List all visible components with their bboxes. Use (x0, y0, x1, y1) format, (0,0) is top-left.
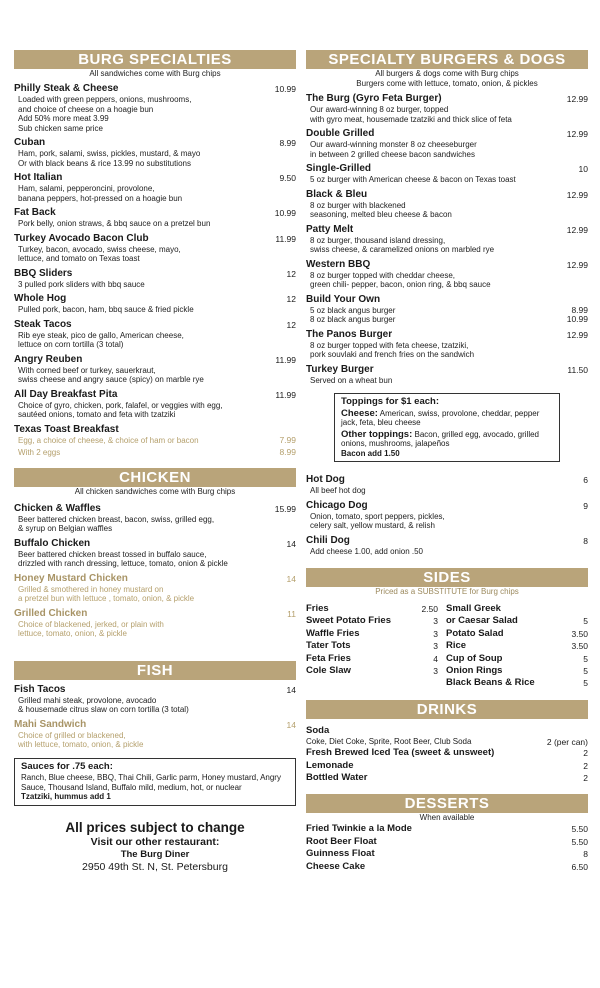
drink-soda-desc (306, 737, 588, 747)
item-desc-line: Loaded with green peppers, onions, mushrooms, (18, 95, 192, 104)
sides-header: SIDES (306, 568, 588, 587)
item-price: 10.99 (274, 84, 296, 94)
toppings-cheese (341, 409, 553, 428)
menu-item-build-your-own (306, 294, 588, 325)
item-name: Fat Back (14, 207, 56, 218)
item-price: 10.99 (274, 208, 296, 218)
menu-item (14, 538, 296, 569)
drink-desc: Coke, Diet Coke, Sprite, Root Beer, Club Soda (306, 737, 472, 747)
item-price: 8.99 (279, 447, 296, 457)
item-price: 12.99 (566, 329, 588, 340)
item-price: 9 (583, 500, 588, 511)
item-desc-line: Beer battered chicken breast tossed in buffalo sauce, (18, 549, 207, 559)
side-name: or Caesar Salad (446, 615, 518, 627)
item-desc-line: and choice of cheese on a hoagie bun (18, 104, 154, 114)
burgers-list-2 (306, 329, 588, 386)
dessert-item (306, 823, 588, 835)
menu-item (14, 608, 296, 639)
sauces-title: Sauces for .75 each: (21, 760, 113, 772)
item-name: Angry Reuben (14, 353, 83, 365)
item-desc-line: banana peppers, hot-pressed on a hoagie bun (18, 193, 183, 203)
item-name: Cuban (14, 137, 46, 148)
side-item-price: 3.50 (571, 628, 588, 639)
toppings-box (334, 393, 560, 462)
drink-item (306, 747, 588, 759)
side-item (446, 653, 588, 665)
item-desc-line: Sub chicken same price (18, 123, 103, 133)
item-price: 12 (286, 294, 296, 304)
item-name: Turkey Avocado Bacon Club (14, 232, 149, 244)
item-price: 11.99 (275, 354, 296, 365)
item-name: Build Your Own (306, 293, 381, 305)
item-price: 14 (286, 538, 296, 549)
item-name: Single-Grilled (306, 163, 372, 174)
drink-item-name: Lemonade (306, 759, 354, 771)
menu-item (14, 83, 296, 133)
menu-item (306, 535, 588, 557)
menu-item (306, 93, 588, 124)
side-item-name: Onion Rings (446, 665, 503, 677)
side-item-price: 5 (583, 653, 588, 664)
dessert-item-price: 8 (583, 849, 588, 860)
side-name: Small Greek (446, 603, 501, 614)
item-desc-line: sautéed onions, tomato and feta with tzatziki (18, 410, 176, 419)
item-desc-line: 8 oz black angus burger (310, 315, 396, 324)
item-name: Grilled Chicken (14, 607, 88, 619)
item-desc (306, 306, 588, 316)
sides-left-column (306, 603, 438, 690)
item-desc-line: Grilled mahi steak, provolone, avocado (18, 695, 157, 705)
desserts-subtitle: When available (419, 813, 475, 823)
item-desc-line: Our award-winning 8 oz burger, topped (310, 105, 449, 114)
item-price: 12.99 (566, 259, 588, 270)
dogs-list (306, 474, 588, 556)
side-item (306, 628, 438, 640)
footer-visit: Visit our other restaurant: (90, 835, 220, 848)
side-item-price: 4 (433, 653, 438, 664)
footer-price-notice: All prices subject to change (65, 819, 245, 835)
footer-address: 2950 49th St. N, St. Petersburg (82, 860, 228, 873)
item-desc-line: lettuce on corn tortilla (3 total) (18, 340, 124, 349)
item-desc-line: Add cheese 1.00, add onion .50 (310, 546, 423, 556)
menu-item (306, 128, 588, 159)
item-name: Patty Melt (306, 223, 354, 235)
menu-item (306, 500, 588, 531)
drink-price: 2 (per can) (546, 737, 588, 748)
drink-soda (306, 725, 588, 737)
side-item (446, 640, 588, 652)
item-desc-line: lettuce, and tomato on Texas toast (18, 254, 140, 263)
item-desc-line: Pork belly, onion straws, & bbq sauce on a pretzel bun (18, 219, 211, 228)
item-name: The Burg (Gyro Feta Burger) (306, 93, 442, 104)
side-item-salad-2 (446, 615, 588, 627)
item-desc-line: Our award-winning monster 8 oz cheeseburger (310, 140, 477, 149)
dessert-item-price: 6.50 (571, 861, 588, 872)
chicken-header: CHICKEN (14, 468, 296, 487)
drink-items (306, 747, 588, 784)
dessert-item-price: 5.50 (571, 824, 588, 835)
side-item-price: 2.50 (421, 604, 438, 614)
side-item-name: Potato Salad (446, 627, 504, 639)
side-item (446, 677, 588, 689)
sauces-text: Ranch, Blue cheese, BBQ, Thai Chili, Garlic parm, Honey mustard, Angry Sauce, Thousand Island, Buffalo mild, medium, hot, or nuclear (21, 773, 281, 792)
item-name: Philly Steak & Cheese (14, 83, 119, 94)
item-name: Mahi Sandwich (14, 718, 87, 730)
dessert-item-price: 5.50 (571, 836, 588, 847)
side-item-price: 3.50 (571, 641, 588, 652)
side-item (446, 628, 588, 640)
item-desc-line: drizzled with ranch dressing, lettuce, tomato, onion & pickle (18, 559, 228, 568)
drink-item (306, 772, 588, 784)
fish-list (14, 684, 296, 750)
item-price: 8 (583, 535, 588, 546)
item-price: 15.99 (274, 503, 296, 514)
item-price: 12 (286, 319, 296, 330)
left-column (14, 50, 296, 874)
item-desc-line: in between 2 grilled cheese bacon sandwiches (310, 149, 475, 159)
item-name: Hot Dog (306, 474, 345, 485)
side-item-name: Fries (306, 603, 329, 614)
dessert-item (306, 836, 588, 848)
side-item (306, 665, 438, 677)
dessert-item (306, 861, 588, 873)
desserts-header: DESSERTS (306, 794, 588, 813)
menu-item (14, 137, 296, 168)
item-name: Honey Mustard Chicken (14, 572, 128, 584)
menu-item (14, 719, 296, 750)
dessert-item (306, 848, 588, 860)
side-item-price: 3 (433, 641, 438, 652)
side-item-name: Rice (446, 640, 467, 652)
sides-table (306, 603, 588, 690)
item-price: 11.50 (567, 364, 588, 375)
menu-item (14, 503, 296, 534)
item-desc-line: Add 50% more meat 3.99 (18, 114, 109, 123)
item-name: The Panos Burger (306, 328, 393, 340)
item-price: 12.99 (566, 224, 588, 235)
side-item-price: 5 (583, 678, 588, 689)
side-item (446, 665, 588, 677)
item-name: Western BBQ (306, 258, 371, 270)
item-desc-line: Ham, pork, salami, swiss, pickles, mustard, & mayo (18, 149, 201, 158)
side-item-price: 5 (583, 666, 588, 677)
item-desc-line: With corned beef or turkey, sauerkraut, (18, 365, 156, 375)
sides-right-column (446, 603, 588, 690)
item-desc-line: 5 oz burger with American cheese & bacon on Texas toast (310, 175, 516, 184)
item-desc-line: 8 oz burger, thousand island dressing, (310, 235, 446, 245)
item-name: Chili Dog (306, 534, 350, 546)
burg-specialties-list (14, 83, 296, 420)
item-desc-line: 8 oz burger with blackened (310, 200, 406, 210)
item-price: 8.99 (571, 304, 588, 315)
specialty-burgers-header: SPECIALTY BURGERS & DOGS (306, 50, 588, 69)
menu-item (306, 474, 588, 496)
footer-restaurant-name: The Burg Diner (120, 848, 190, 860)
side-item-name: Sweet Potato Fries (306, 615, 391, 627)
fish-header: FISH (14, 661, 296, 680)
item-name: All Day Breakfast Pita (14, 388, 118, 400)
item-price: 14 (286, 719, 296, 730)
item-name: Whole Hog (14, 293, 67, 304)
side-item-name: Tater Tots (306, 640, 351, 652)
item-price: 10 (578, 164, 588, 174)
item-desc-line: swiss cheese, & caramelized onions on marbled rye (310, 245, 495, 254)
item-price: 11 (287, 608, 296, 619)
burgers-subtitle-1: All burgers & dogs come with Burg chips (375, 69, 519, 78)
item-desc-line: Or with black beans & rice 13.99 no substitutions (18, 158, 191, 168)
menu-item (14, 684, 296, 715)
item-name: Fish Tacos (14, 683, 66, 695)
item-name: Chicken & Waffles (14, 502, 101, 514)
side-item-price: 3 (433, 666, 438, 677)
item-desc-line: with lettuce, tomato, onion, & pickle (18, 740, 144, 749)
item-name: Double Grilled (306, 128, 375, 139)
item-price: 11.99 (275, 233, 296, 244)
item-name: Turkey Burger (306, 363, 374, 375)
toppings-other (341, 430, 553, 449)
menu-item (14, 293, 296, 315)
item-desc-line: lettuce, tomato, onion, & pickle (18, 629, 127, 638)
cheese-text: American, swiss, provolone, cheddar, pepper jack, feta, bleu cheese (341, 408, 540, 427)
menu-item-texas-toast (14, 424, 296, 458)
item-desc-line: Served on a wheat bun (310, 375, 393, 385)
bacon-add: Bacon add 1.50 (341, 448, 400, 458)
item-name: Steak Tacos (14, 318, 72, 330)
dessert-item-name: Fried Twinkie a la Mode (306, 823, 412, 835)
side-item-price: 3 (433, 628, 438, 639)
dessert-items (306, 823, 588, 873)
item-price: 14 (286, 573, 296, 584)
menu-item (306, 259, 588, 290)
toppings-title: Toppings for $1 each: (341, 396, 440, 407)
side-item-name: Cole Slaw (306, 665, 351, 677)
item-desc (306, 315, 588, 325)
side-item (306, 603, 438, 615)
item-desc-line: Turkey, bacon, avocado, swiss cheese, mayo, (18, 244, 181, 254)
sauces-box (14, 758, 296, 806)
item-desc-line: 5 oz black angus burger (310, 305, 396, 315)
dessert-item-name: Cheese Cake (306, 860, 366, 872)
item-desc-line: 8 oz burger topped with feta cheese, tzatziki, (310, 340, 469, 350)
item-desc-line: Choice of gyro, chicken, pork, falafel, or veggies with egg, (18, 400, 223, 410)
drink-item-price: 2 (583, 773, 588, 784)
item-price: 12.99 (566, 94, 588, 104)
item-desc-line: Choice of blackened, jerked, or plain with (18, 619, 164, 629)
item-name: BBQ Sliders (14, 267, 73, 279)
item-desc-line: Choice of grilled or blackened, (18, 730, 126, 740)
item-desc-line: Onion, tomato, sport peppers, pickles, (310, 511, 445, 521)
menu-item (14, 354, 296, 385)
item-desc-line: seasoning, melted bleu cheese & bacon (310, 210, 452, 219)
item-desc-line: pork souvlaki and french fries on the sandwich (310, 350, 475, 359)
menu-item (306, 189, 588, 220)
drink-item-name: Fresh Brewed Iced Tea (sweet & unsweet) (306, 747, 495, 759)
item-desc-line: celery salt, yellow mustard, & relish (310, 521, 435, 530)
cheese-label: Cheese: (341, 407, 378, 419)
other-text: Bacon, grilled egg, avocado, grilled onions, mushrooms, jalapeños (341, 429, 540, 448)
sauces-extra: Tzatziki, hummus add 1 (21, 792, 111, 801)
burgers-list (306, 93, 588, 290)
item-price: 6 (583, 475, 588, 485)
item-desc-line: With 2 eggs (18, 448, 61, 457)
item-name: Hot Italian (14, 172, 63, 183)
side-item-salad (446, 603, 588, 615)
item-price: 11.99 (275, 389, 296, 400)
side-item-price: 3 (433, 616, 438, 627)
right-column (306, 50, 588, 873)
menu-item (14, 389, 296, 420)
menu-item (14, 207, 296, 229)
menu-item (306, 364, 588, 386)
item-name: Chicago Dog (306, 499, 368, 511)
footer (14, 820, 296, 874)
item-price: 9.50 (279, 173, 296, 183)
other-label: Other toppings: (341, 428, 413, 440)
menu-item (14, 573, 296, 604)
item-desc-line: swiss cheese and angry sauce (spicy) on marble rye (18, 375, 204, 384)
menu-item (14, 172, 296, 203)
item-desc-line: a pretzel bun with lettuce , tomato, onion, & pickle (18, 594, 195, 603)
item-desc-line: Beer battered chicken breast, bacon, swiss, grilled egg, (18, 514, 215, 524)
side-price: 5 (583, 616, 588, 627)
drink-name: Soda (306, 724, 330, 736)
burg-specialties-subtitle: All sandwiches come with Burg chips (89, 69, 221, 78)
item-name: Texas Toast Breakfast (14, 423, 119, 435)
drink-item-price: 2 (583, 748, 588, 759)
item-name: Black & Bleu (306, 188, 368, 200)
sides-subtitle: Priced as a SUBSTITUTE for Burg chips (375, 587, 519, 596)
drink-item-price: 2 (583, 760, 588, 771)
menu-item (14, 319, 296, 350)
side-item-name: Black Beans & Rice (446, 677, 535, 689)
burgers-subtitle-2: Burgers come with lettuce, tomato, onion, & pickles (356, 79, 538, 88)
item-price: 12 (286, 268, 296, 279)
drink-item (306, 760, 588, 772)
item-desc-line: Rib eye steak, pico de gallo, American cheese, (18, 330, 184, 340)
item-desc-line: with gyro meat, housemade tzatziki and thick slice of feta (310, 114, 512, 124)
menu-item (14, 233, 296, 264)
item-desc (14, 448, 296, 458)
item-desc (14, 436, 296, 446)
side-item (306, 640, 438, 652)
chicken-list (14, 503, 296, 639)
item-price: 8.99 (279, 138, 296, 148)
menu-item (306, 329, 588, 360)
side-item-name: Waffle Fries (306, 627, 360, 639)
item-desc-line: 3 pulled pork sliders with bbq sauce (18, 279, 145, 289)
item-desc-line: Pulled pork, bacon, ham, bbq sauce & fried pickle (18, 305, 194, 314)
item-desc-line: Ham, salami, pepperoncini, provolone, (18, 184, 155, 193)
burg-specialties-header: BURG SPECIALTIES (14, 50, 296, 69)
item-desc-line: 8 oz burger topped with cheddar cheese, (310, 270, 455, 280)
menu-item (306, 163, 588, 185)
item-desc-line: Egg, a choice of cheese, & choice of ham or bacon (18, 435, 199, 445)
item-desc-line: green chili- pepper, bacon, onion ring, & bbq sauce (310, 280, 491, 289)
side-item (306, 615, 438, 627)
drinks-list (306, 725, 588, 785)
side-item (306, 653, 438, 665)
item-desc-line: All beef hot dog (310, 486, 366, 495)
item-name: Buffalo Chicken (14, 537, 91, 549)
item-price: 7.99 (279, 434, 296, 445)
dessert-item-name: Guinness Float (306, 848, 375, 860)
menu-item (306, 224, 588, 255)
item-desc-line: & syrup on Belgian waffles (18, 524, 113, 533)
drink-item-name: Bottled Water (306, 772, 368, 784)
chicken-subtitle: All chicken sandwiches come with Burg chips (74, 486, 236, 496)
dessert-item-name: Root Beer Float (306, 835, 377, 847)
side-item-name: Feta Fries (306, 652, 351, 664)
item-price: 12.99 (566, 189, 588, 200)
item-desc-line: & housemade citrus slaw on corn tortilla (3 total) (18, 705, 189, 714)
menu-item (14, 268, 296, 290)
item-price: 10.99 (566, 314, 588, 324)
drinks-header: DRINKS (306, 700, 588, 719)
sides-right-list (446, 628, 588, 690)
item-desc-line: Grilled & smothered in honey mustard on (18, 584, 164, 594)
item-price: 12.99 (566, 129, 588, 139)
item-price: 14 (286, 684, 296, 695)
side-item-name: Cup of Soup (446, 652, 503, 664)
